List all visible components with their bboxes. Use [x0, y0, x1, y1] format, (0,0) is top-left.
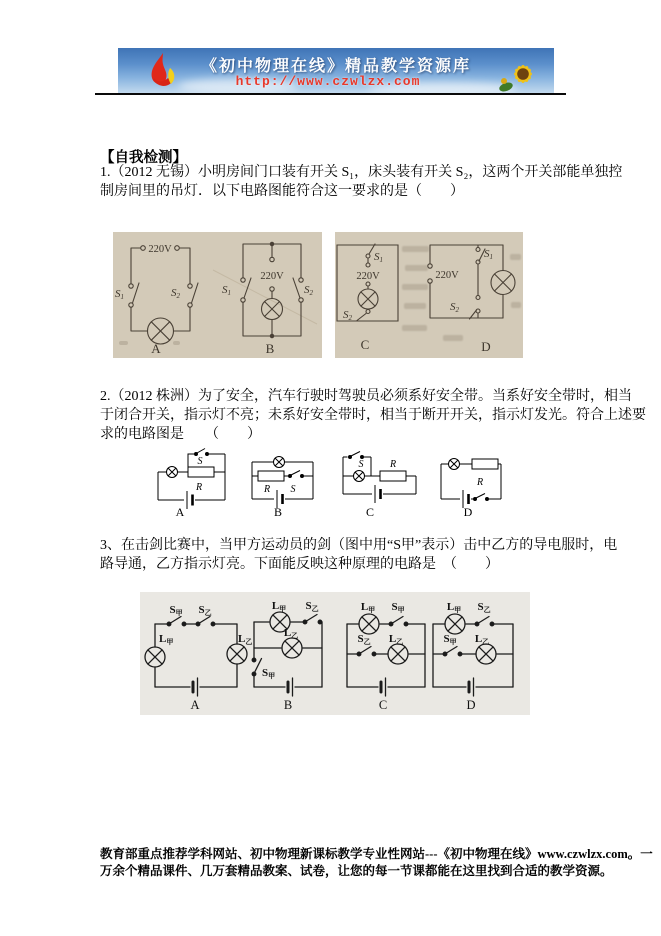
fig3-a-switch-jia-label: S甲 [169, 604, 183, 617]
fig2-option-c-label: C [365, 505, 375, 519]
fig2-option-d-label: D [463, 505, 473, 519]
fig3-option-c-label: C [378, 698, 388, 712]
fig3-c-switch-yi-label: S乙 [357, 633, 371, 646]
fig3-option-d-label: D [466, 698, 476, 712]
question-3-line-1: 3、在击剑比赛中，当甲方运动员的剑（图中用“S甲”表示）击中乙方的导电服时，电 [100, 538, 618, 553]
fig3-b-lamp-yi-label: L乙 [283, 627, 299, 640]
fig1-a-voltage-label: 220V [148, 244, 172, 255]
fig3-d-switch-jia-label: S甲 [443, 633, 457, 646]
fig1-b-voltage-label: 220V [260, 271, 284, 282]
fig1-d-switch2-label: S2 [450, 301, 459, 314]
fig2-circuit-c [343, 452, 416, 504]
fig3-a-lamp-jia-label: L甲 [159, 633, 174, 646]
fig3-a-switch-yi-label: S乙 [198, 604, 212, 617]
fig3-d-switch-yi-label: S乙 [477, 601, 491, 614]
fig1-d-switch1-label: S1 [484, 248, 493, 261]
site-banner [118, 48, 554, 93]
fig2-option-a-label: A [175, 505, 185, 519]
question-3-circuit-options-image [140, 592, 530, 715]
fig1-c-voltage-label: 220V [356, 271, 380, 282]
fig1-option-d-label: D [481, 339, 491, 354]
fig3-d-lamp-jia-label: L甲 [446, 601, 462, 614]
question-2-line-3: 求的电路图是 （ ） [100, 427, 261, 442]
fig1-b-switch1-label: S1 [222, 284, 231, 297]
question-2-line-2: 于闭合开关，指示灯不亮；未系好安全带时，相当于断开开关，指示灯发光。符合上述要 [100, 408, 646, 423]
fig2-b-resistor-label: R [263, 484, 271, 495]
fig1-option-a-label: A [151, 341, 161, 356]
fig2-d-resistor-label: R [476, 477, 484, 488]
question-2-circuit-options-image [128, 447, 518, 521]
question-1-line-2: 制房间里的吊灯．以下电路图能符合这一要求的是（ ） [100, 184, 464, 199]
banner-url: http://www.czwlzx.com [235, 74, 421, 89]
section-title: 【自我检测】 [100, 150, 187, 166]
footer-line-1: 教育部重点推荐学科网站、初中物理新课标教学专业性网站---《初中物理在线》www.czwlzx.com。一 [100, 847, 653, 861]
fig3-c-lamp-jia-label: L甲 [360, 601, 376, 614]
fig2-option-b-label: B [273, 505, 283, 519]
fig1-c-switch1-label: S1 [374, 251, 383, 264]
fig1-a-switch1-label: S1 [115, 288, 124, 301]
fig3-b-switch-yi-label: S乙 [305, 600, 319, 613]
fig1-b-switch2-label: S2 [304, 284, 313, 297]
fig2-a-switch-label: S [197, 456, 203, 467]
question-2-line-1: 2.（2012 株洲）为了安全，汽车行驶时驾驶员必须系好安全带。当系好安全带时，相当 [100, 389, 632, 404]
footer-line-2: 万余个精品课件、几万套精品教案、试卷，让您的每一节课都能在这里找到合适的教学资源。 [100, 864, 613, 878]
fig2-circuit-b [252, 457, 313, 509]
fig2-circuit-d [441, 459, 501, 509]
question-3-line-2: 路导通，乙方指示灯亮。下面能反映这种原理的电路是 （ ） [100, 557, 499, 572]
fig3-b-lamp-jia-label: L甲 [271, 600, 287, 613]
fig3-c-switch-jia-label: S甲 [391, 601, 405, 614]
banner-title: 《初中物理在线》精品教学资源库 [200, 58, 471, 75]
fig2-c-switch-label: S [358, 459, 364, 470]
fig3-option-b-label: B [283, 698, 293, 712]
fig3-a-lamp-yi-label: L乙 [238, 633, 253, 646]
fig2-b-switch-label: S [290, 484, 296, 495]
scan-seam [322, 232, 335, 358]
fig3-b-switch-jia-label: S甲 [262, 667, 276, 680]
fig3-d-lamp-yi-label: L乙 [474, 633, 490, 646]
fig2-a-resistor-label: R [195, 482, 203, 493]
fig2-circuit-a [158, 449, 225, 510]
question-1-line-1: 1.（2012 无锡）小明房间门口装有开关 S₁，床头装有开关 S₂，这两个开关部能单独控 [100, 165, 623, 180]
fig1-option-b-label: B [265, 341, 275, 356]
fig3-option-a-label: A [190, 698, 200, 712]
sunflower-icon [498, 55, 550, 93]
fig2-c-resistor-label: R [389, 459, 397, 470]
question-1-circuit-options-image [113, 232, 523, 358]
fig3-c-lamp-yi-label: L乙 [388, 633, 404, 646]
fig1-d-voltage-label: 220V [435, 270, 459, 281]
fig1-option-c-label: C [360, 337, 370, 352]
fig1-a-switch2-label: S2 [171, 287, 180, 300]
header-divider-line [95, 93, 566, 95]
fig1-c-switch2-label: S2 [343, 309, 352, 322]
